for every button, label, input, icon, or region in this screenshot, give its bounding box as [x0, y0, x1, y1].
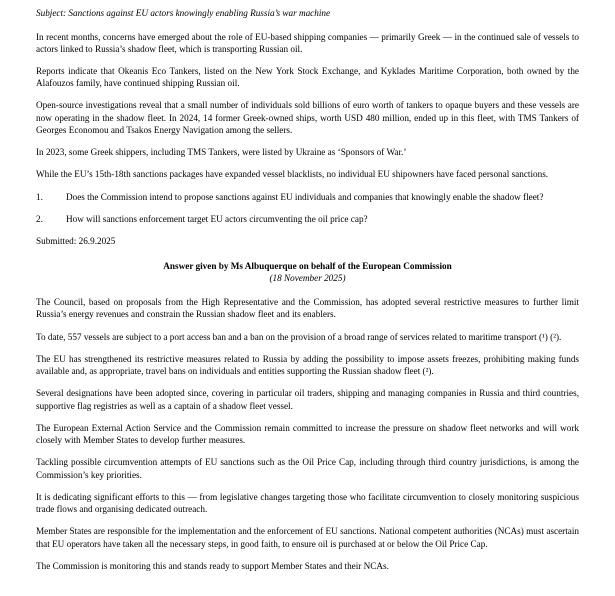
answer-heading-date: (18 November 2025) [269, 273, 346, 284]
numbered-question-1 [36, 191, 579, 203]
answer-paragraph-4: Several designations have been adopted since, covering in particular oil traders, shipping and managing companies in Russia and third countries, supportive flag registries as well as a captain of a shadow fleet vessel. [36, 388, 579, 411]
subject-label: Subject: [36, 8, 67, 18]
answer-paragraph-2: To date, 557 vessels are subject to a port access ban and a ban on the provision of a broad range of services related to maritime transport (¹) (²). [36, 331, 562, 342]
submitted-date: Submitted: 26.9.2025 [36, 236, 116, 247]
answer-heading [36, 261, 579, 285]
question-number: 1. [36, 191, 43, 202]
answer-paragraph-9: The Commission is monitoring this and stands ready to support Member States and their NCAs. [36, 560, 389, 571]
answer-paragraph-3: The EU has strengthened its restrictive measures related to Russia by adding the possibility to impose assets freezes, prohibiting making funds available and, as appropriate, travel bans on individuals and entities supporting the Russian shadow fleet (²). [36, 353, 579, 377]
question-paragraph-3: Open-source investigations reveal that a small number of individuals sold billions of euro worth of tankers to opaque buyers and these vessels are now operating in the shadow fleet. In 2024, 14 former Greek-owned ships, worth USD 480 million, ended up in this fleet, with TMS Tankers of Georges Economou and Tsakos Energy Navigation among the sellers. [36, 100, 579, 135]
answer-paragraph-8: Member States are responsible for the implementation and the enforcement of EU sanctions. National competent authorities (NCAs) must ascertain that EU operators have taken all the necessary steps, in good faith, to ensure oil is purchased at or below the Oil Price Cap. [36, 526, 579, 549]
numbered-question-2 [36, 213, 579, 225]
subject-text: Sanctions against EU actors knowingly enabling Russia’s war machine [68, 8, 331, 18]
question-number: 2. [36, 213, 43, 224]
question-text: How will sanctions enforcement target EU actors circumventing the oil price cap? [66, 213, 368, 224]
answer-heading-title: Answer given by Ms Albuquerque on behalf of the European Commission [163, 261, 452, 272]
answer-paragraph-7: It is dedicating significant efforts to this — from legislative changes targeting those who facilitate circumvention to closely monitoring suspicious trade flows and organising dedicated outreach. [36, 491, 579, 515]
subject-line [36, 8, 579, 20]
question-text: Does the Commission intend to propose sanctions against EU individuals and companies that knowingly enable the shadow fleet? [66, 191, 544, 202]
answer-paragraph-1: The Council, based on proposals from the High Representative and the Commission, has adopted several restrictive measures to further limit Russia’s energy revenues and constrain the Russian shadow fleet and its enablers. [36, 297, 579, 320]
question-paragraph-2: Reports indicate that Okeanis Eco Tankers, listed on the New York Stock Exchange, and Kyklades Maritime Corporation, both owned by the Alafouzos family, have continued shipping Russian oil. [36, 65, 579, 89]
question-paragraph-5: While the EU’s 15th-18th sanctions packages have expanded vessel blacklists, no individual EU shipowners have faced personal sanctions. [36, 169, 549, 180]
answer-paragraph-5: The European External Action Service and the Commission remain committed to increase the pressure on shadow fleet networks and will work closely with Member States to develop further measures. [36, 422, 579, 446]
answer-paragraph-6: Tackling possible circumvention attempts of EU sanctions such as the Oil Price Cap, including through third country jurisdictions, is among the Commission’s key priorities. [36, 457, 579, 480]
question-paragraph-1: In recent months, concerns have emerged about the role of EU-based shipping companies — primarily Greek — in the continued sale of vessels to actors linked to Russia’s shadow fleet, which is transporting Russian oil. [36, 31, 579, 54]
question-paragraph-4: In 2023, some Greek shippers, including TMS Tankers, were listed by Ukraine as ‘Sponsors of War.’ [36, 147, 407, 158]
